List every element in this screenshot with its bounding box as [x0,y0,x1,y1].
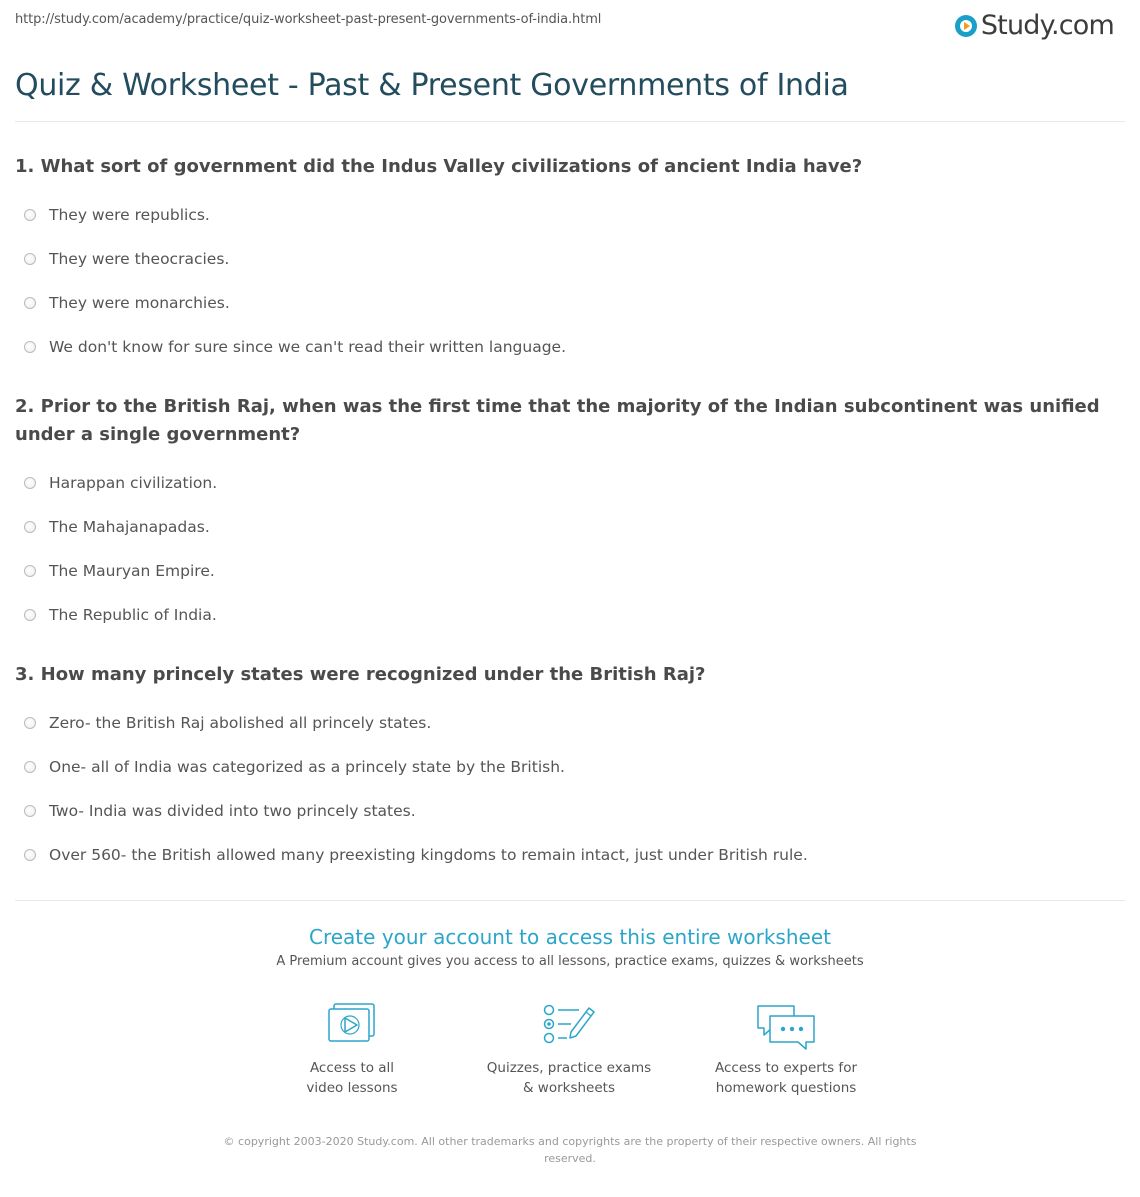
create-account-link[interactable]: Create your account to access this entire worksheet [309,925,831,949]
quiz-checklist-icon [541,1002,597,1048]
answer-option[interactable] [15,701,1130,745]
title-divider [15,121,1125,122]
radio-icon[interactable] [24,341,36,353]
answer-option[interactable] [15,281,1130,325]
page-title: Quiz & Worksheet - Past & Present Governments of India [15,68,849,103]
radio-icon[interactable] [24,717,36,729]
cta-divider [15,900,1125,901]
option-label: They were monarchies. [49,294,230,312]
radio-icon[interactable] [24,565,36,577]
radio-icon[interactable] [24,849,36,861]
answer-option[interactable] [15,193,1130,237]
radio-icon[interactable] [24,805,36,817]
radio-icon[interactable] [24,609,36,621]
feature-line: video lessons [306,1080,398,1096]
feature-line: Access to experts for [714,1060,857,1076]
answer-option[interactable] [15,789,1130,833]
video-lessons-icon [326,1002,378,1048]
copyright-text: © copyright 2003-2020 Study.com. All other trademarks and copyrights are the property of their respective owners. All rights reserved. [223,1135,917,1165]
option-label: Two- India was divided into two princely states. [49,802,416,820]
feature-line: Quizzes, practice exams [486,1060,652,1076]
question-text: 3. How many princely states were recognized under the British Raj? [15,664,706,685]
radio-icon[interactable] [24,477,36,489]
option-label: One- all of India was categorized as a princely state by the British. [49,758,565,776]
answer-option[interactable] [15,833,1130,877]
question-text: 1. What sort of government did the Indus Valley civilizations of ancient India have? [15,156,863,177]
radio-icon[interactable] [24,521,36,533]
study-logo-icon [955,15,977,37]
question-2 [15,393,1130,637]
answer-option[interactable] [15,461,1130,505]
study-logo[interactable] [955,6,1114,44]
option-label: The Mauryan Empire. [49,562,215,580]
answer-option[interactable] [15,745,1130,789]
question-text: 2. Prior to the British Raj, when was the first time that the majority of the Indian subcontinent was unified under a single government? [15,396,1100,445]
feature-quizzes [469,1002,669,1098]
option-label: They were theocracies. [49,250,230,268]
page-url: http://study.com/academy/practice/quiz-worksheet-past-present-governments-of-india.html [15,12,602,27]
radio-icon[interactable] [24,761,36,773]
expert-chat-icon [754,1002,818,1052]
question-3 [15,661,1130,877]
answer-option[interactable] [15,593,1130,637]
option-label: The Mahajanapadas. [49,518,210,536]
radio-icon[interactable] [24,297,36,309]
question-1 [15,153,1130,369]
option-label: Over 560- the British allowed many preexisting kingdoms to remain intact, just under British rule. [49,846,808,864]
radio-icon[interactable] [24,209,36,221]
feature-experts [686,1002,886,1098]
radio-icon[interactable] [24,253,36,265]
feature-line: homework questions [715,1080,857,1096]
option-label: We don't know for sure since we can't read their written language. [49,338,567,356]
option-label: They were republics. [49,206,210,224]
answer-option[interactable] [15,505,1130,549]
answer-option[interactable] [15,325,1130,369]
option-label: Harappan civilization. [49,474,218,492]
feature-video-lessons [252,1002,452,1098]
answer-option[interactable] [15,549,1130,593]
logo-text: Study.com [980,9,1114,41]
cta-subtitle: A Premium account gives you access to all lessons, practice exams, quizzes & worksheets [276,954,864,969]
option-label: Zero- the British Raj abolished all princely states. [49,714,432,732]
answer-option[interactable] [15,237,1130,281]
option-label: The Republic of India. [49,606,217,624]
feature-line: Access to all [309,1060,395,1076]
feature-line: & worksheets [522,1080,615,1096]
